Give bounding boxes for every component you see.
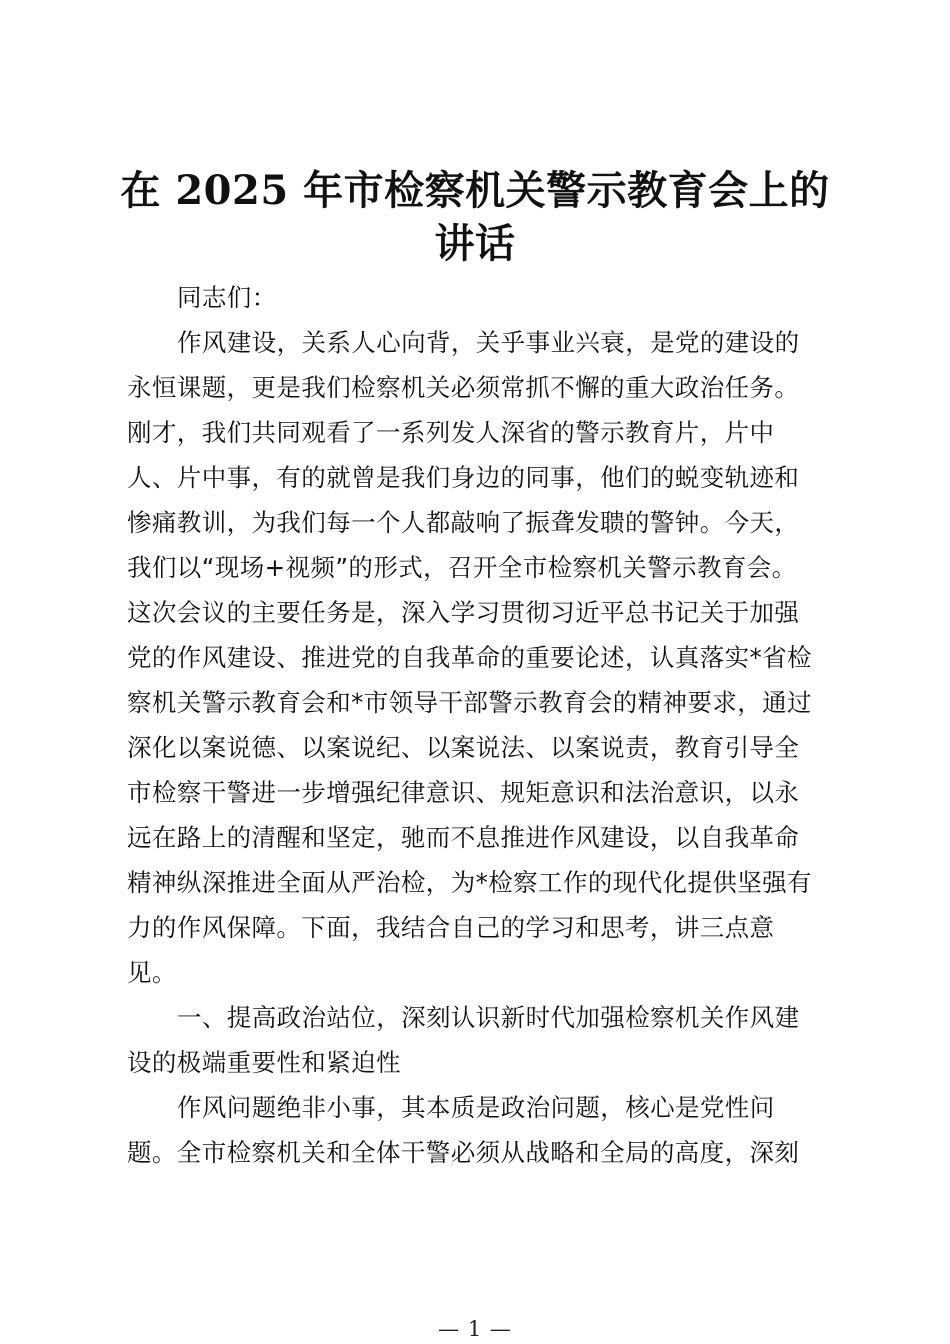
heading-line: 一、提高政治站位，深刻认识新时代加强检察机关作风建 [177, 1003, 800, 1032]
paragraph-line: 惨痛教训，为我们每一个人都敲响了振聋发聩的警钟。今天， [127, 508, 800, 537]
paragraph-line: 刚才，我们共同观看了一系列发人深省的警示教育片，片中 [127, 418, 775, 447]
paragraph-line: 深化以案说德、以案说纪、以案说法、以案说责，教育引导全 [127, 733, 800, 762]
paragraph-line: 题。全市检察机关和全体干警必须从战略和全局的高度，深刻 [127, 1138, 800, 1167]
paragraph-line: 这次会议的主要任务是，深入学习贯彻习近平总书记关于加强 [127, 598, 800, 627]
paragraph-line: 察机关警示教育会和*市领导干部警示教育会的精神要求，通过 [127, 688, 812, 717]
page-number: — 1 — [438, 1317, 512, 1341]
paragraph-line: 见。 [127, 958, 177, 987]
paragraph-intro [127, 320, 831, 995]
paragraph-line: 力的作风保障。下面，我结合自己的学习和思考，讲三点意 [127, 913, 775, 942]
paragraph-line: 作风建设，关系人心向背，关乎事业兴衰，是党的建设的 [177, 328, 800, 357]
document-title [110, 164, 840, 270]
paragraph-line: 市检察干警进一步增强纪律意识、规矩意识和法治意识，以永 [127, 778, 800, 807]
paragraph-line: 远在路上的清醒和坚定，驰而不息推进作风建设，以自我革命 [127, 823, 800, 852]
title-line: 讲话 [434, 220, 516, 267]
title-line: 在 2025 年市检察机关警示教育会上的 [120, 167, 830, 214]
section-heading-1 [127, 995, 831, 1085]
heading-line: 设的极端重要性和紧迫性 [127, 1048, 401, 1077]
document-body [127, 275, 831, 1175]
paragraph-line: 党的作风建设、推进党的自我革命的重要论述，认真落实*省检 [127, 643, 812, 672]
paragraph-section-1 [127, 1085, 831, 1175]
paragraph-line: 作风问题绝非小事，其本质是政治问题，核心是党性问 [177, 1093, 775, 1122]
greeting [127, 275, 831, 320]
paragraph-line: 人、片中事，有的就曾是我们身边的同事，他们的蜕变轨迹和 [127, 463, 800, 492]
paragraph-line: 精神纵深推进全面从严治检，为*检察工作的现代化提供坚强有 [127, 868, 812, 897]
paragraph-line: 永恒课题，更是我们检察机关必须常抓不懈的重大政治任务。 [127, 373, 800, 402]
paragraph-line: 我们以“现场+视频”的形式，召开全市检察机关警示教育会。 [127, 553, 797, 582]
greeting-line: 同志们： [177, 283, 277, 312]
